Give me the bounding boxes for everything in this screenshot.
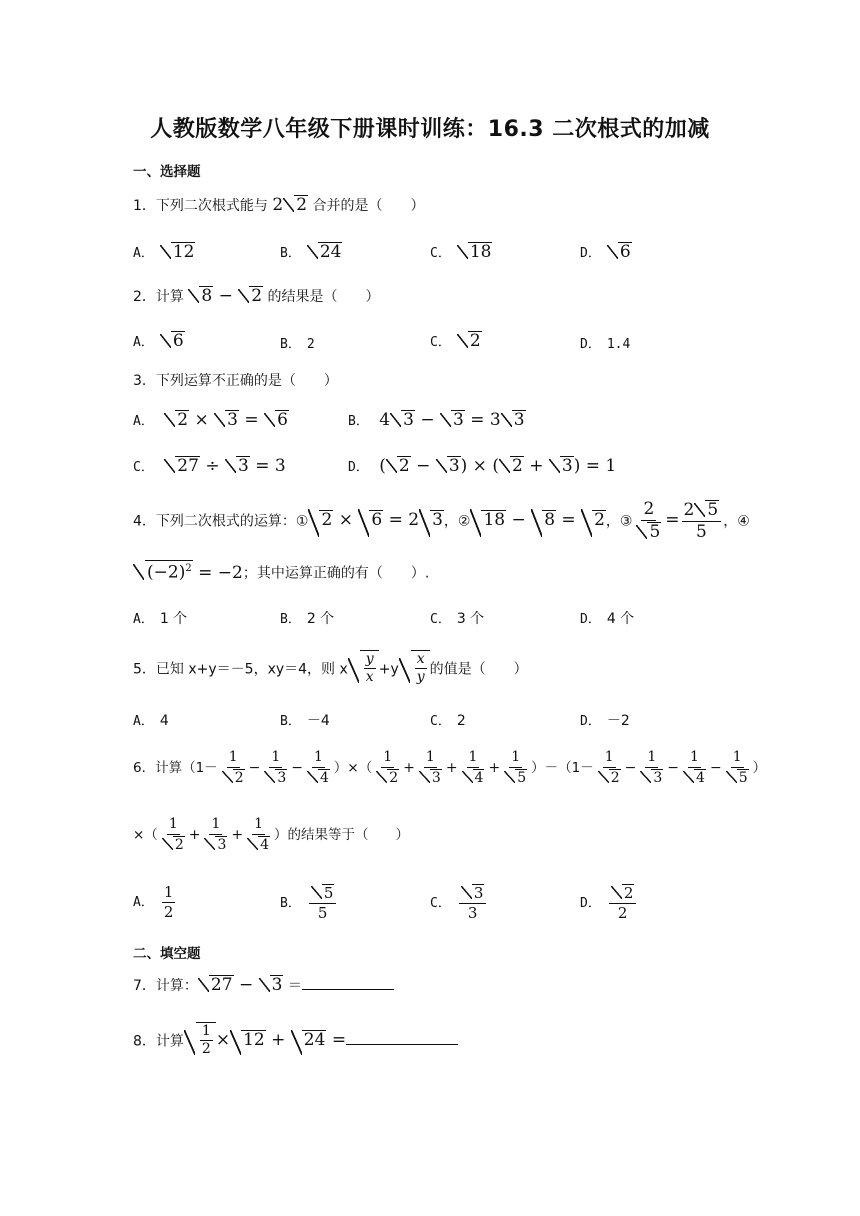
answer-blank[interactable] — [346, 1044, 458, 1045]
q2-option-d[interactable]: D． 1.4 — [580, 337, 631, 352]
question-8: 8．计算 $\frac{1}{2}$ × 12 + 24 = — [133, 1022, 458, 1059]
question-number: 1． — [133, 198, 156, 214]
q4-option-c[interactable]: C． 3 个 — [430, 611, 485, 627]
math-expression: 2 2 — [272, 195, 308, 215]
answer-blank[interactable] — [302, 989, 394, 990]
section-heading-fill: 二、填空题 — [133, 946, 201, 962]
q2-option-a[interactable]: A． 6 — [133, 331, 184, 351]
page-title: 人教版数学八年级下册课时训练：16.3 二次根式的加减 — [150, 117, 710, 142]
q6-option-a[interactable]: A． $\frac{1}{2}$ — [133, 883, 174, 921]
q1-option-a[interactable]: A． 12 — [133, 242, 195, 262]
q4-option-d[interactable]: D． 4 个 — [580, 611, 635, 627]
q2-option-b[interactable]: B． 2 — [280, 337, 315, 352]
question-7: 7．计算： 27 − 3 ＝ — [133, 975, 394, 996]
question-5: 5．已知 x+y＝－5，xy＝4，则 x $\frac{y}{x}$ +y $\frac{x}{y}$ 的值是（ ） — [133, 651, 528, 686]
question-4: 4．下列二次根式的运算：① 2 × 6 = 2 3，② 18 − 8 = 2，③ $\frac{2}{5}$ = $\frac{2 5}{5}$ ，④ — [133, 499, 750, 542]
q3-option-b[interactable]: B． 4 3 − 3 = 3 3 — [348, 410, 525, 430]
section-heading-choice: 一、选择题 — [133, 164, 201, 180]
question-1 — [133, 195, 424, 216]
question-3: 3．下列运算不正确的是（ ） — [133, 373, 338, 389]
q1-option-b[interactable]: B． 24 — [280, 242, 342, 262]
q5-option-d[interactable]: D． －2 — [580, 713, 630, 729]
question-6-cont: ×（ $\frac{1}{2}$ + $\frac{1}{3}$ + $\frac{1}{4}$ ）的结果等于（ ） — [133, 816, 410, 853]
question-4-cont: $(-2)^2 = -2$；其中运算正确的有（ ）. — [133, 560, 429, 584]
q3-option-d[interactable]: D． ( 2 − 3) × ( 2 + 3) = 1 — [348, 456, 617, 476]
q3-option-a[interactable]: A． 2 × 3 = 6 — [133, 410, 288, 430]
q6-option-c[interactable]: C． $\frac{3}{3}$ — [430, 884, 488, 921]
q6-option-d[interactable]: D． $\frac{2}{2}$ — [580, 884, 638, 921]
q1-option-d[interactable]: D． 6 — [580, 242, 631, 262]
q5-option-a[interactable]: A． 4 — [133, 713, 169, 729]
q3-option-c[interactable]: C． 27 ÷ 3 = 3 — [133, 456, 286, 476]
q4-option-a[interactable]: A． 1 个 — [133, 611, 188, 627]
q2-option-c[interactable]: C． 2 — [430, 331, 481, 351]
q1-option-c[interactable]: C． 18 — [430, 242, 492, 262]
q6-option-b[interactable]: B． $\frac{5}{5}$ — [280, 884, 338, 921]
question-2: 2．计算 8 − 2 的结果是（ ） — [133, 286, 380, 306]
q5-option-c[interactable]: C． 2 — [430, 713, 466, 729]
q5-option-b[interactable]: B． －4 — [280, 713, 330, 729]
question-text: 合并的是（ ） — [312, 198, 425, 214]
q4-option-b[interactable]: B． 2 个 — [280, 611, 335, 627]
math-expression: 8 − 2 — [188, 286, 263, 306]
question-text: 下列二次根式能与 — [155, 198, 268, 214]
question-6: 6．计算（1－ $\frac{1}{2}$ − $\frac{1}{3}$ − $\frac{1}{4}$ ）×（ $\frac{1}{2}$ + $\frac{1}{3}$ + $\frac{1}{4}$ + $\frac{1}{5}$ ）－（1－ $\frac{1}{2}$ − $\frac{1}{3}$ − $\frac{1}{4}$ − $\frac{1}{5}$ ） — [133, 749, 767, 786]
